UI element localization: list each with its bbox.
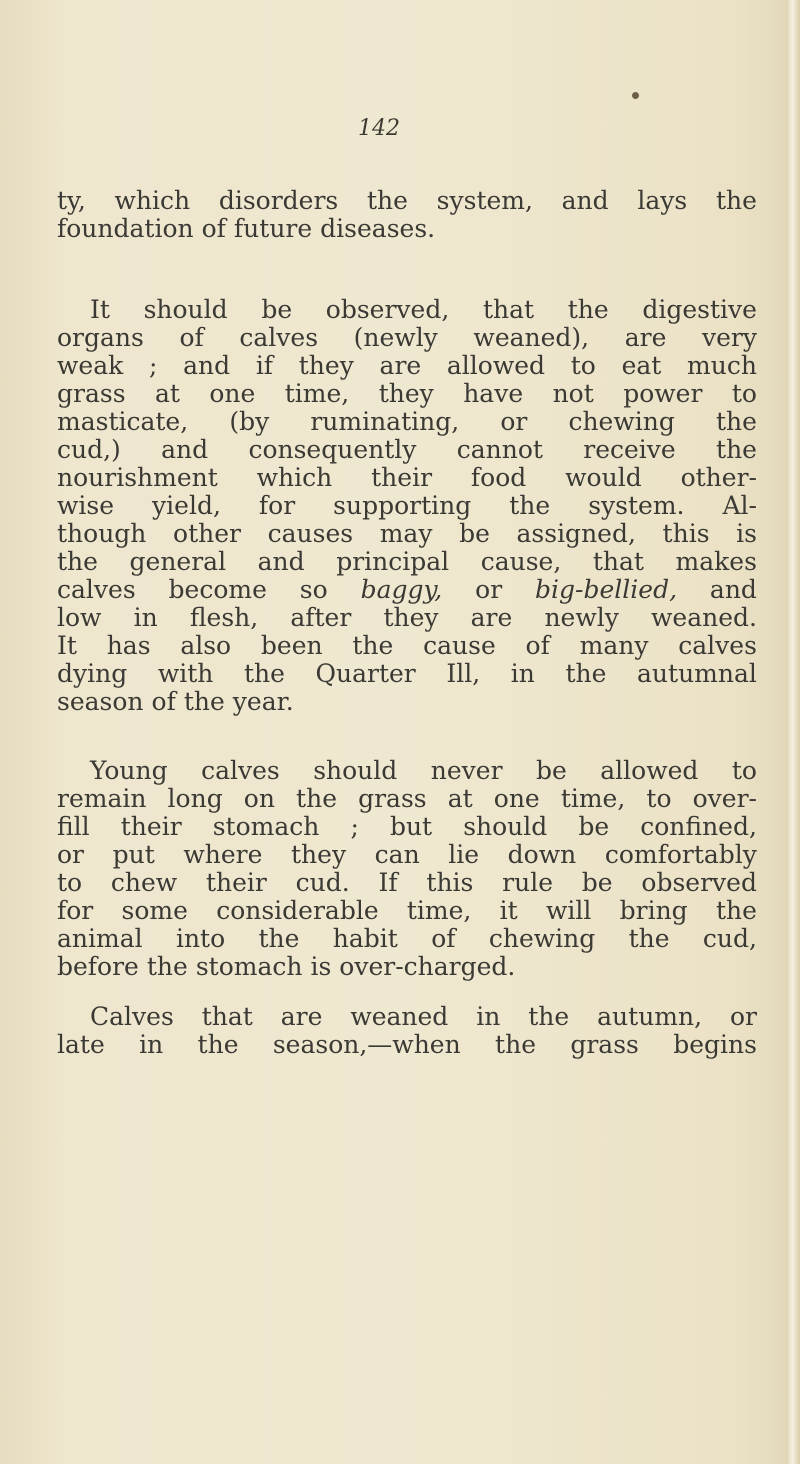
word: very [702,323,757,352]
word: principal [336,547,450,576]
text-line [57,1003,757,1031]
word: or [500,407,528,436]
word: weaned), [473,323,590,352]
word: over- [692,784,757,813]
text-line [57,492,757,520]
word: autumnal [637,659,757,688]
word: down [507,840,577,869]
word: comfortably [604,840,757,869]
word: Ill, [446,659,481,688]
word: long [167,784,223,813]
word: their [371,463,433,492]
word: the [57,547,98,576]
word: weak [57,351,124,380]
word: cause [423,631,496,660]
word: time, [406,896,472,925]
word: chewing [568,407,675,436]
word: food [470,463,527,492]
word: of [525,631,550,660]
word: big-bellied, [535,575,678,604]
word: their [120,812,182,841]
text-line [57,576,757,604]
word: the [715,896,757,925]
text-line [57,1031,757,1059]
word: they [298,351,354,380]
word: can [374,840,420,869]
word: and [161,435,209,464]
word: are [624,323,667,352]
word: If [378,868,398,897]
paragraph-2 [57,296,757,716]
word: of [179,323,204,352]
word: the [197,1030,239,1059]
word: has [106,631,151,660]
word: to [570,351,596,380]
word: they [383,603,439,632]
word: to [57,868,83,897]
word: low [57,603,102,632]
word: season,—when [272,1030,461,1059]
word: that [201,1002,253,1031]
word: ruminating, [310,407,460,436]
word: will [545,896,592,925]
word: nourishment [57,463,218,492]
word: one [493,784,540,813]
word: habit [332,924,398,953]
word: for [57,896,94,925]
word: and [183,351,231,380]
word: It [90,295,110,324]
word: to [646,784,672,813]
word: makes [675,547,757,576]
word: chew [110,868,178,897]
word: assigned, [516,519,636,548]
word: the [495,1030,536,1059]
word: put [112,840,155,869]
word: to [731,756,757,785]
word: it [499,896,518,925]
text-line [57,897,757,925]
word: cud,) [57,435,121,464]
word: autumn, [597,1002,703,1031]
word: would [565,463,642,492]
word: ; [148,351,158,380]
word: one [209,379,256,408]
word: flesh, [189,603,259,632]
word: to [731,379,757,408]
word: future [233,214,313,243]
word: grass [570,1030,639,1059]
word: bring [619,896,688,925]
word: should [313,756,398,785]
word: in [476,1002,501,1031]
text-line [57,925,757,953]
word: ty, [57,186,86,215]
word: digestive [642,295,757,324]
word: system, [436,186,533,215]
word: considerable [216,896,379,925]
word: system. [588,491,685,520]
text-line [57,632,757,660]
word: the [296,784,337,813]
word: are [379,351,422,380]
text-line [57,688,757,716]
text-line [57,436,757,464]
word: which [256,463,333,492]
text-line [57,215,757,243]
word: over-charged. [339,952,516,981]
text-line [57,953,757,981]
word: of [151,687,176,716]
word: season [57,687,144,716]
word: Quarter [315,659,416,688]
word: may [379,519,433,548]
word: the [366,186,408,215]
word: observed, [325,295,450,324]
text-line [57,187,757,215]
word: calves [678,631,757,660]
word: are [470,603,513,632]
word: be [459,519,490,548]
word: is [736,519,757,548]
word: some [121,896,188,925]
word: or [729,1002,757,1031]
word: causes [267,519,354,548]
word: grass [358,784,427,813]
word: receive [583,435,676,464]
word: lays [637,186,688,215]
word: which [114,186,191,215]
word: many [579,631,649,660]
text-line [57,380,757,408]
word: where [183,840,263,869]
word: so [299,575,328,604]
word: in [510,659,535,688]
word: they [291,840,347,869]
text-line [57,352,757,380]
word: Al- [722,491,757,520]
word: and [561,186,609,215]
word: grass [57,379,126,408]
word: the [183,687,225,716]
word: calves [201,756,280,785]
word: the [565,659,607,688]
word: be [535,756,567,785]
word: cud. [295,868,350,897]
text-line [57,785,757,813]
word: allowed [600,756,699,785]
text-line [57,324,757,352]
word: dying [57,659,128,688]
word: remain [57,784,147,813]
word: be [581,868,613,897]
word: the [567,295,609,324]
word: the [243,659,285,688]
word: or [475,575,503,604]
word: but [389,812,433,841]
word: disorders [218,186,339,215]
word: begins [673,1030,757,1059]
word: cud, [702,924,757,953]
word: stomach [195,952,303,981]
word: their [205,868,267,897]
text-line [57,660,757,688]
word: much [687,351,757,380]
word: newly [544,603,619,632]
word: though [57,519,147,548]
word: Young [90,756,168,785]
word: stomach [212,812,320,841]
word: of [201,214,226,243]
word: be [578,812,610,841]
word: calves [57,575,136,604]
word: allowed [446,351,546,380]
word: lie [448,840,480,869]
word: are [280,1002,323,1031]
word: cause, [480,547,562,576]
word: rule [502,868,554,897]
word: ; [350,812,359,841]
word: late [57,1030,105,1059]
word: if [255,351,274,380]
word: (by [229,407,270,436]
word: in [139,1030,164,1059]
page-number: 142 [358,116,400,141]
word: general [129,547,227,576]
word: other [173,519,241,548]
paragraph-3 [57,757,757,981]
word: at [447,784,473,813]
word: that [482,295,535,324]
word: calves [239,323,319,352]
word: cannot [456,435,543,464]
word: and [257,547,305,576]
word: with [157,659,214,688]
text-line [57,869,757,897]
text-line [57,604,757,632]
text-line [57,464,757,492]
word: eat [621,351,662,380]
paragraph-4 [57,1003,757,1059]
page-edge [786,0,800,1464]
text-line [57,813,757,841]
word: the [258,924,300,953]
word: for [258,491,296,520]
word: the [716,435,757,464]
word: fill [57,812,90,841]
word: is [310,952,332,981]
word: animal [57,924,143,953]
word: in [133,603,158,632]
text-line [57,841,757,869]
word: the [715,407,757,436]
word: that [592,547,644,576]
word: time, [284,379,350,408]
word: other- [680,463,757,492]
word: yield, [152,491,221,520]
word: observed [641,868,757,897]
text-line [57,757,757,785]
word: this [662,519,710,548]
word: or [57,840,85,869]
word: chewing [488,924,596,953]
word: into [175,924,226,953]
text-line [57,548,757,576]
word: weaned [350,1002,449,1031]
word: on [243,784,275,813]
word: also [180,631,232,660]
word: this [426,868,474,897]
word: It [57,631,77,660]
word: wise [57,491,115,520]
word: organs [57,323,144,352]
word: after [290,603,352,632]
word: diseases. [320,214,436,243]
text-line [57,408,757,436]
word: been [260,631,323,660]
word: become [168,575,267,604]
text-line [57,296,757,324]
word: masticate, [57,407,189,436]
word: consequently [248,435,417,464]
word: time, [560,784,626,813]
paragraph-1 [57,187,757,243]
text-line [57,520,757,548]
word: at [154,379,180,408]
word: power [623,379,703,408]
ink-spot [632,92,639,99]
word: the [628,924,670,953]
word: supporting [333,491,472,520]
word: the [146,952,188,981]
word: have [463,379,524,408]
word: not [552,379,594,408]
word: never [430,756,503,785]
word: weaned. [651,603,757,632]
word: Calves [90,1002,174,1031]
word: before [57,952,139,981]
word: and [709,575,757,604]
word: foundation [57,214,194,243]
word: should [463,812,548,841]
word: of [431,924,456,953]
word: be [261,295,293,324]
word: should [143,295,228,324]
word: the [352,631,394,660]
word: the [509,491,551,520]
word: confined, [640,812,757,841]
word: they [378,379,434,408]
word: the [528,1002,570,1031]
word: (newly [353,323,438,352]
word: baggy, [360,575,443,604]
word: the [715,186,757,215]
word: year. [232,687,294,716]
